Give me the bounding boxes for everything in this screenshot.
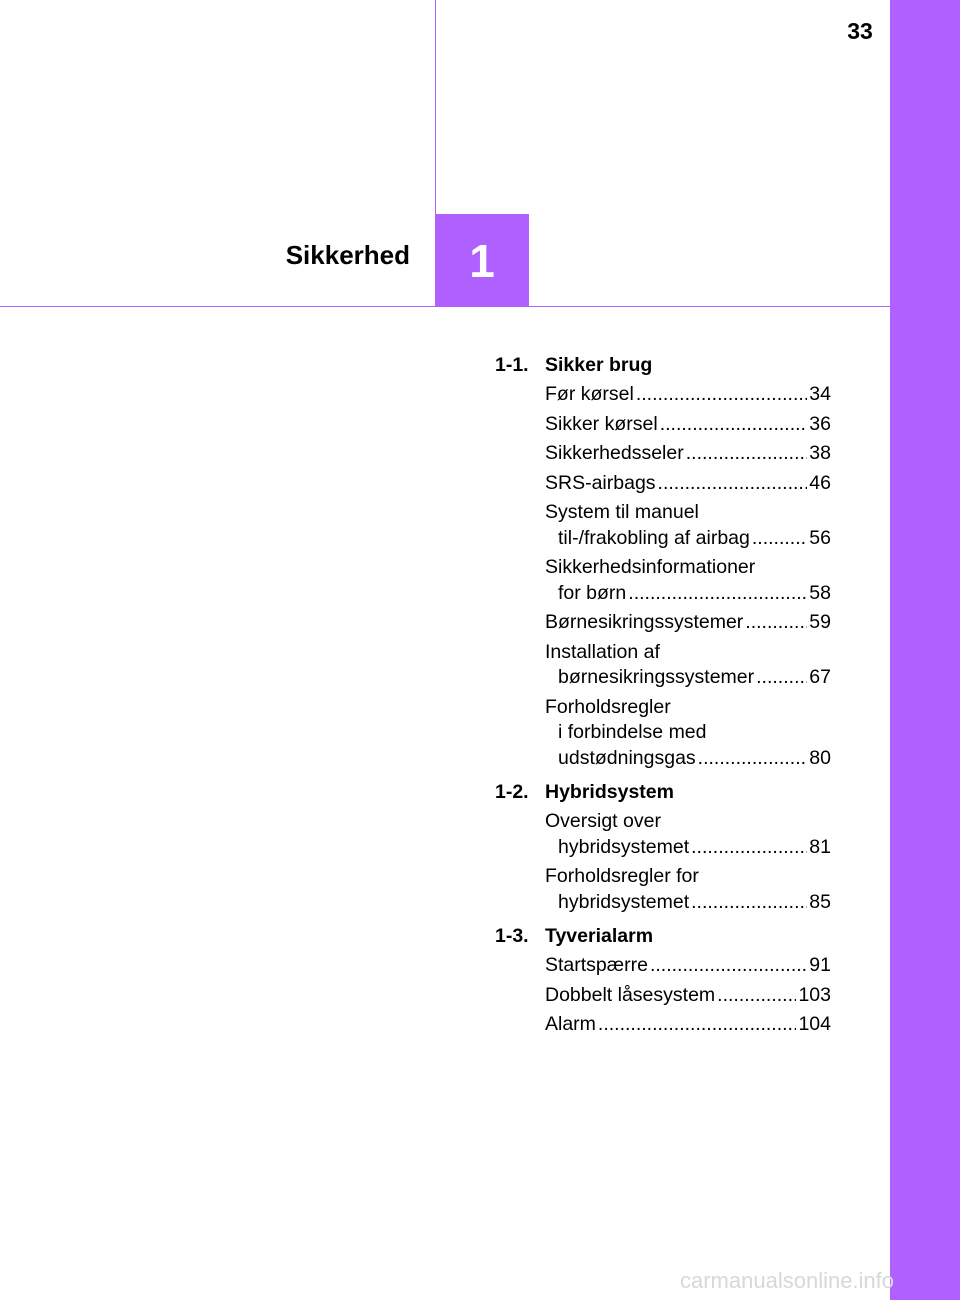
toc-entry-line (545, 471, 831, 497)
toc-entry[interactable] (545, 1012, 831, 1038)
dot-leader (628, 581, 807, 607)
toc-entry-line (545, 809, 831, 835)
section-number: 1-1. (495, 354, 529, 376)
toc-entry-line (545, 695, 831, 721)
toc-entry-page: 38 (809, 442, 831, 464)
toc-entry-title: Startspærre (545, 954, 648, 976)
toc-entry[interactable] (545, 500, 831, 551)
toc-entry[interactable] (545, 983, 831, 1009)
toc-section-heading[interactable] (495, 779, 831, 805)
toc-entry-title: for børn (558, 581, 627, 604)
toc-entry[interactable] (545, 412, 831, 438)
toc-entry-title: børnesikringssystemer (558, 666, 755, 688)
dot-leader (650, 953, 807, 979)
section-title: Sikker brug (545, 354, 653, 376)
toc-entry-title: Forholdsregler (545, 695, 671, 718)
toc-entry-title: Før kørsel (545, 383, 634, 405)
toc-entry-line (545, 640, 831, 666)
toc-entry-title: Sikkerhedsseler (545, 442, 684, 464)
toc-entry-title: i forbindelse med (558, 721, 707, 743)
toc-entry-line (545, 890, 831, 916)
dot-leader (686, 441, 808, 467)
dot-leader (658, 471, 808, 497)
toc-entry-title: Sikker kørsel (545, 412, 658, 435)
toc-entry-title: Installation af (545, 640, 660, 663)
toc-entry-page: 104 (798, 1013, 831, 1035)
toc-entry-line (545, 581, 831, 607)
toc-entry-title: SRS-airbags (545, 471, 656, 494)
chapter-number-box: 1 (435, 214, 529, 307)
watermark: carmanualsonline.info (680, 1268, 895, 1293)
toc-entry-page: 103 (798, 983, 831, 1006)
toc-entry-title: Alarm (545, 1013, 596, 1035)
chapter-tab-bar (890, 0, 960, 1300)
toc-entry-page: 46 (809, 471, 831, 494)
section-number: 1-3. (495, 925, 529, 947)
toc-entry-line (545, 441, 831, 467)
toc-entry-title: Forholdsregler for (545, 865, 699, 887)
toc-entry-line (545, 864, 831, 890)
toc-entry-title: til-/frakobling af airbag (558, 526, 750, 549)
dot-leader (636, 382, 807, 408)
page-number: 33 (847, 18, 873, 44)
toc-entry-title: Dobbelt låsesystem (545, 983, 716, 1006)
toc-entry[interactable] (545, 555, 831, 606)
toc-entry[interactable] (545, 809, 831, 860)
dot-leader (745, 610, 807, 636)
toc-entry-page: 34 (809, 383, 831, 405)
dot-leader (691, 835, 807, 861)
toc-entry-line (545, 746, 831, 772)
dot-leader (717, 983, 796, 1009)
toc-entry-page: 59 (809, 611, 831, 633)
toc-entry-page: 80 (809, 746, 831, 769)
dot-leader (698, 746, 808, 772)
toc-entry-page: 67 (809, 666, 831, 688)
toc-entry-line (545, 610, 831, 636)
toc-entry[interactable] (545, 640, 831, 691)
toc-entry-page: 36 (809, 412, 831, 435)
toc-entry-line (545, 382, 831, 408)
toc-entry-line (545, 983, 831, 1009)
toc-section-heading[interactable] (495, 352, 831, 378)
toc-entry[interactable] (545, 953, 831, 979)
chapter-title: Sikkerhed (285, 240, 410, 270)
toc-section-heading[interactable] (495, 923, 831, 949)
toc-entry-title: Sikkerhedsinformationer (545, 556, 756, 578)
toc-entry[interactable] (545, 610, 831, 636)
toc-entry[interactable] (545, 441, 831, 467)
toc-entry-page: 58 (809, 581, 831, 604)
toc-entry-title: Børnesikringssystemer (545, 611, 744, 633)
dot-leader (660, 412, 808, 438)
toc-entry-title: hybridsystemet (558, 890, 690, 913)
toc-entry[interactable] (545, 382, 831, 408)
toc-entry-line (545, 412, 831, 438)
toc-entry[interactable] (545, 695, 831, 772)
toc-entry-page: 81 (809, 835, 831, 858)
toc-entry-page: 56 (809, 526, 831, 549)
section-number: 1-2. (495, 781, 529, 803)
toc-entry-title: hybridsystemet (558, 835, 690, 858)
section-title: Tyverialarm (545, 925, 654, 947)
vertical-divider (435, 0, 436, 215)
toc-entry-line (545, 953, 831, 979)
toc-entry-title: Oversigt over (545, 810, 661, 832)
toc-section (495, 923, 831, 1038)
dot-leader (598, 1012, 797, 1038)
toc-entry-line (545, 835, 831, 861)
toc-section (495, 352, 831, 771)
toc-entry-line (545, 526, 831, 552)
toc-entry-line (545, 555, 831, 581)
toc-entry-title: udstødningsgas (558, 746, 696, 769)
toc-entry-page: 85 (809, 890, 831, 913)
dot-leader (756, 665, 807, 691)
toc-entry[interactable] (545, 471, 831, 497)
toc-entry-title: System til manuel (545, 501, 699, 523)
section-title: Hybridsystem (545, 781, 674, 803)
toc-entry-line (545, 665, 831, 691)
dot-leader (752, 526, 807, 552)
table-of-contents (495, 352, 831, 1046)
toc-entry-line (545, 500, 831, 526)
toc-entry-line (545, 1012, 831, 1038)
toc-entry[interactable] (545, 864, 831, 915)
toc-section (495, 779, 831, 915)
toc-entry-line (545, 720, 831, 746)
dot-leader (691, 890, 807, 916)
toc-entry-page: 91 (809, 954, 831, 976)
